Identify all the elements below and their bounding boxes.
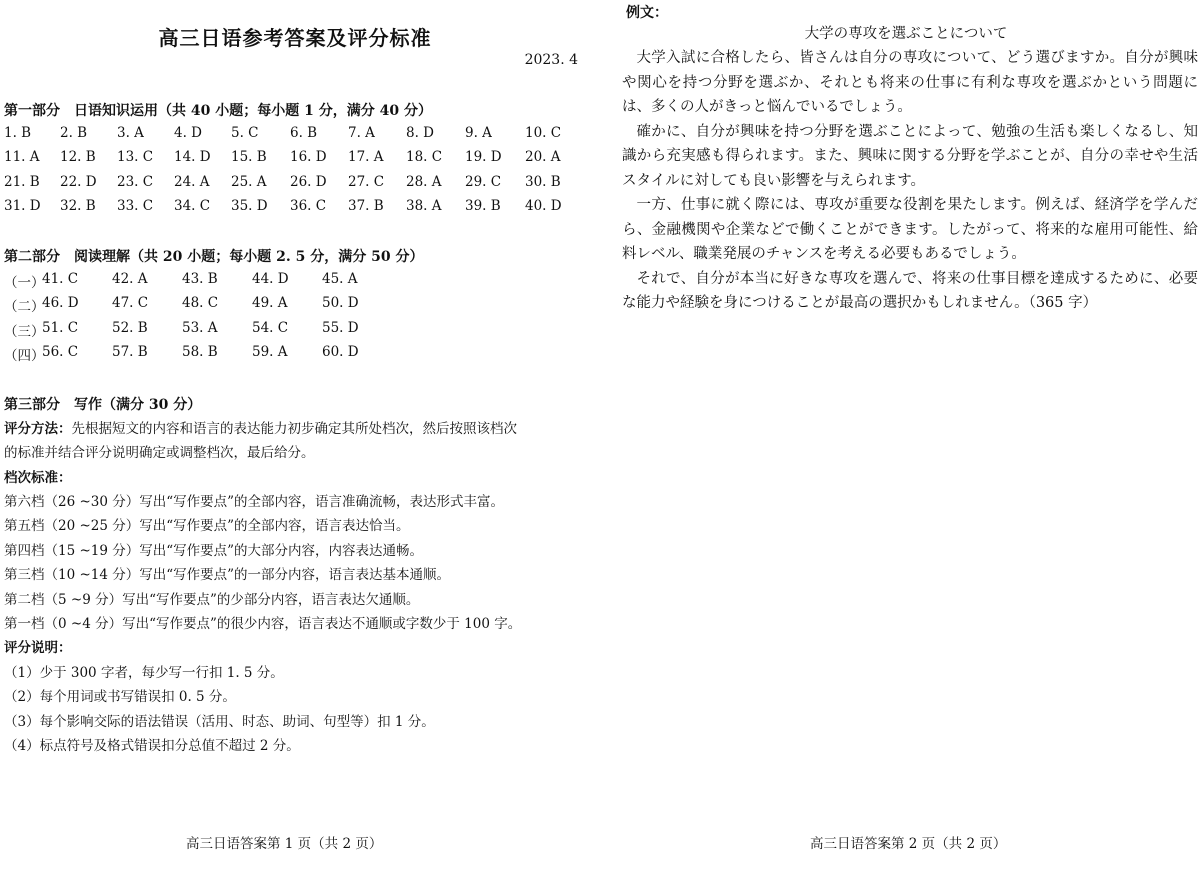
answer-item: 9. A [465, 125, 492, 141]
answer-item: 57. B [112, 344, 148, 360]
reading-group-label: （三） [4, 324, 45, 340]
answer-item: 48. C [182, 295, 219, 311]
page-footer: 高三日语答案第 1 页（共 2 页） [186, 836, 383, 852]
essay-title: 大学の専攻を選ぶことについて [804, 26, 1008, 42]
reading-answer-row [4, 271, 404, 291]
grade-line: 第二档（5 ~9 分）写出“写作要点”的少部分内容，语言表达欠通顺。 [4, 592, 420, 608]
scoring-note: （1）少于 300 字者，每少写一行扣 1. 5 分。 [4, 665, 284, 681]
reading-group-label: （四） [4, 348, 45, 364]
scoring-note: （4）标点符号及格式错误扣分总值不超过 2 分。 [4, 738, 300, 754]
answer-item: 16. D [290, 149, 327, 165]
answer-item: 46. D [42, 295, 79, 311]
answer-item: 14. D [174, 149, 211, 165]
scoring-notes-label: 评分说明： [4, 640, 72, 656]
answer-item: 12. B [60, 149, 96, 165]
part3-heading: 第三部分 写作（满分 30 分） [4, 397, 202, 413]
answer-item: 43. B [182, 271, 218, 287]
answer-item: 22. D [60, 174, 97, 190]
answer-item: 58. B [182, 344, 218, 360]
answer-row [4, 198, 574, 218]
answer-row [4, 174, 574, 194]
answer-item: 28. A [406, 174, 442, 190]
grade-line: 第四档（15 ~19 分）写出“写作要点”的大部分内容，内容表达通畅。 [4, 543, 424, 559]
essay-paragraph: それで、自分が本当に好きな専攻を選んで、将来の仕事目標を達成するために、必要な能力や経験を身につけることが最高の選択かもしれません。（365 字） [622, 270, 1198, 311]
scoring-note: （2）每个用词或书写错误扣 0. 5 分。 [4, 689, 236, 705]
reading-answer-row [4, 320, 404, 340]
answer-item: 44. D [252, 271, 289, 287]
answer-item: 20. A [525, 149, 561, 165]
answer-item: 1. B [4, 125, 32, 141]
answer-item: 54. C [252, 320, 289, 336]
scoring-method-text-2: 的标准并结合评分说明确定或调整档次，最后给分。 [4, 445, 315, 461]
essay-paragraph: 大学入試に合格したら、皆さんは自分の専攻について、どう選びますか。自分が興味や関心を持つ分野を選ぶか、それとも将来の仕事に有利な専攻を選ぶかという問題には、多くの人がきっと悩んでいるでしょう。 [622, 50, 1198, 115]
answer-item: 18. C [406, 149, 443, 165]
answer-item: 4. D [174, 125, 202, 141]
grade-line: 第五档（20 ~25 分）写出“写作要点”的全部内容，语言表达恰当。 [4, 518, 410, 534]
answer-item: 49. A [252, 295, 288, 311]
part1-heading: 第一部分 日语知识运用（共 40 小题；每小题 1 分，满分 40 分） [4, 103, 432, 119]
answer-item: 39. B [465, 198, 501, 214]
answer-item: 5. C [231, 125, 259, 141]
answer-item: 29. C [465, 174, 502, 190]
answer-item: 19. D [465, 149, 502, 165]
answer-item: 60. D [322, 344, 359, 360]
answer-item: 59. A [252, 344, 288, 360]
reading-answer-row [4, 295, 404, 315]
answer-item: 52. B [112, 320, 148, 336]
answer-item: 42. A [112, 271, 148, 287]
answer-item: 8. D [406, 125, 434, 141]
answer-item: 51. C [42, 320, 79, 336]
answer-item: 27. C [348, 174, 385, 190]
answer-item: 37. B [348, 198, 384, 214]
reading-answer-row [4, 344, 404, 364]
scoring-method [4, 417, 517, 437]
answer-item: 53. A [182, 320, 218, 336]
part2-heading: 第二部分 阅读理解（共 20 小题；每小题 2. 5 分，满分 50 分） [4, 249, 424, 265]
reading-group-label: （二） [4, 299, 45, 315]
answer-item: 47. C [112, 295, 149, 311]
answer-item: 40. D [525, 198, 562, 214]
reading-group-label: （一） [4, 275, 45, 291]
essay-paragraph: 一方、仕事に就く際には、専攻が重要な役割を果たします。例えば、経済学を学んだら、金融機関や企業などで働くことができます。したがって、将来的な雇用可能性、給料レベル、職業発展のチャンスを考える必要もあるでしょう。 [622, 197, 1198, 262]
document-title: 高三日语参考答案及评分标准 [158, 26, 432, 50]
answer-item: 24. A [174, 174, 210, 190]
answer-item: 3. A [117, 125, 144, 141]
answer-item: 23. C [117, 174, 154, 190]
document-date: 2023. 4 [524, 52, 578, 68]
answer-item: 36. C [290, 198, 327, 214]
answer-item: 2. B [60, 125, 88, 141]
answer-item: 56. C [42, 344, 79, 360]
answer-row [4, 149, 574, 169]
answer-item: 21. B [4, 174, 40, 190]
answer-page-2 [612, 0, 1200, 879]
answer-item: 17. A [348, 149, 384, 165]
essay-paragraph: 確かに、自分が興味を持つ分野を選ぶことによって、勉強の生活も楽しくなるし、知識から充実感も得られます。また、興味に関する分野を学ぶことが、自分の幸せや生活スタイルに対しても良い影響を与えられます。 [622, 123, 1198, 189]
answer-item: 32. B [60, 198, 96, 214]
answer-item: 6. B [290, 125, 318, 141]
answer-item: 50. D [322, 295, 359, 311]
scoring-method-text-1: 先根据短文的内容和语言的表达能力初步确定其所处档次，然后按照该档次 [71, 421, 517, 437]
answer-item: 10. C [525, 125, 562, 141]
answer-item: 33. C [117, 198, 154, 214]
answer-item: 30. B [525, 174, 561, 190]
grade-line: 第六档（26 ~30 分）写出“写作要点”的全部内容，语言准确流畅，表达形式丰富。 [4, 494, 505, 510]
answer-item: 11. A [4, 149, 40, 165]
answer-row [4, 125, 574, 145]
grade-line: 第三档（10 ~14 分）写出“写作要点”的一部分内容，语言表达基本通顺。 [4, 567, 451, 583]
answer-item: 55. D [322, 320, 359, 336]
answer-item: 25. A [231, 174, 267, 190]
answer-item: 41. C [42, 271, 79, 287]
answer-item: 7. A [348, 125, 375, 141]
example-label: 例文： [626, 5, 668, 21]
grade-standard-label: 档次标准： [4, 470, 72, 486]
answer-item: 15. B [231, 149, 267, 165]
answer-item: 26. D [290, 174, 327, 190]
scoring-note: （3）每个影响交际的语法错误（活用、时态、助词、句型等）扣 1 分。 [4, 714, 435, 730]
scoring-method-label: 评分方法： [4, 421, 72, 437]
answer-item: 34. C [174, 198, 211, 214]
essay-body [622, 46, 1198, 316]
answer-item: 35. D [231, 198, 268, 214]
answer-item: 38. A [406, 198, 442, 214]
answer-item: 45. A [322, 271, 358, 287]
answer-item: 13. C [117, 149, 154, 165]
answer-item: 31. D [4, 198, 41, 214]
grade-line: 第一档（0 ~4 分）写出“写作要点”的很少内容，语言表达不通顺或字数少于 100 字。 [4, 616, 522, 632]
page-footer: 高三日语答案第 2 页（共 2 页） [810, 836, 1007, 852]
answer-page-1 [0, 0, 590, 879]
